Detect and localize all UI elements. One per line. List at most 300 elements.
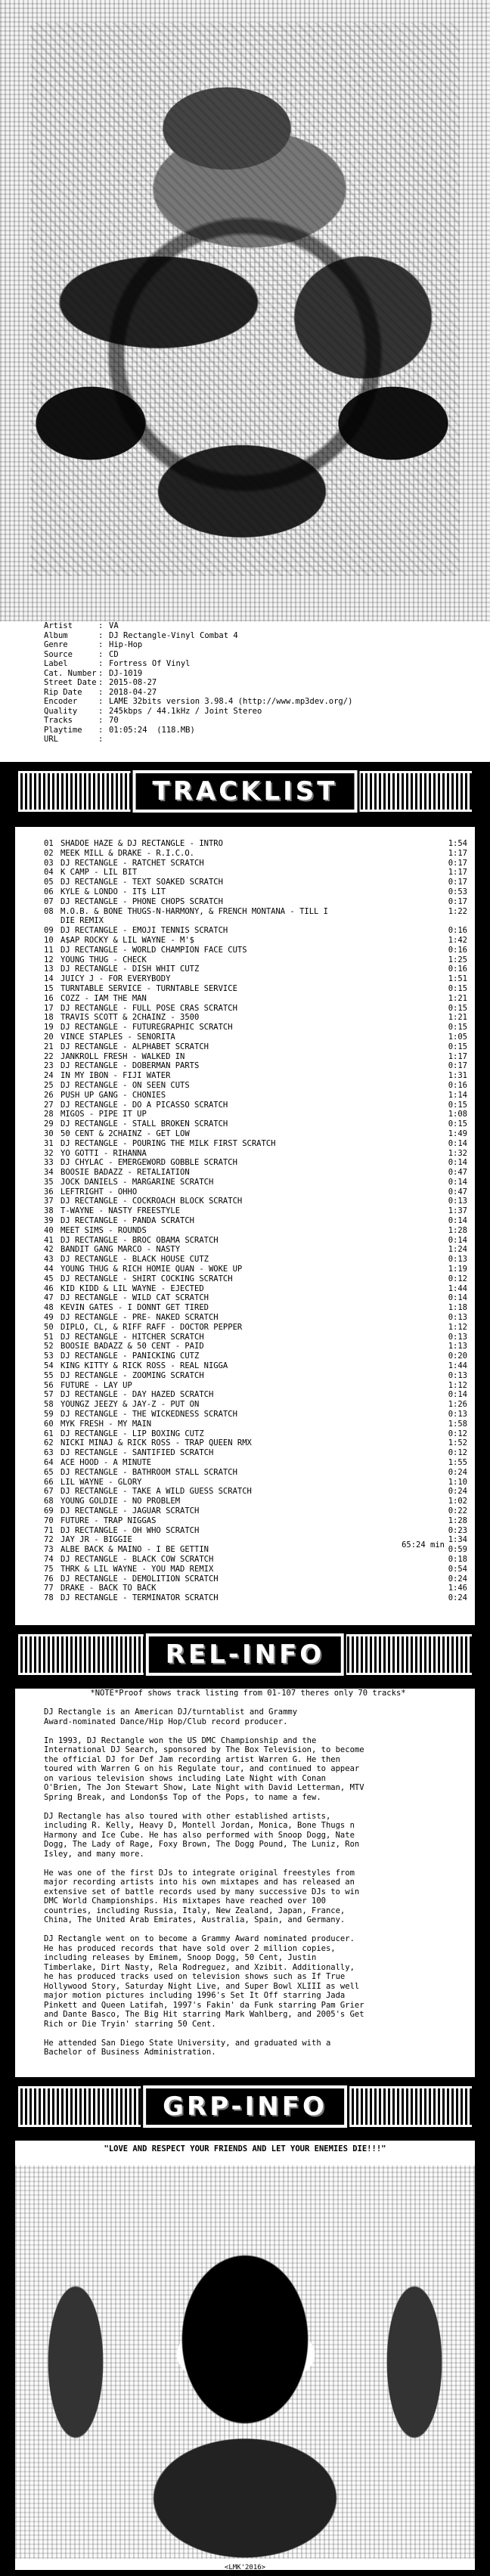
track-number: 06 bbox=[44, 887, 54, 896]
track-title: JANKROLL FRESH - WALKED IN bbox=[60, 1051, 185, 1061]
track-row bbox=[44, 1206, 467, 1216]
track-duration: 0:13 bbox=[448, 1370, 467, 1380]
relinfo-text bbox=[44, 1689, 452, 2067]
release-field-key: Album bbox=[44, 630, 68, 640]
track-duration: 0:14 bbox=[448, 1158, 467, 1168]
track-title: DJ RECTANGLE - OH WHO SCRATCH bbox=[60, 1525, 200, 1535]
track-duration: 0:53 bbox=[448, 887, 467, 896]
track-duration: 1:32 bbox=[448, 1148, 467, 1158]
track-title: DJ RECTANGLE - POURING THE MILK FIRST SCRATCH bbox=[60, 1138, 276, 1148]
track-title: SHADOE HAZE & DJ RECTANGLE - INTRO bbox=[60, 839, 223, 848]
track-duration: 1:19 bbox=[448, 1265, 467, 1274]
track-row bbox=[44, 1429, 467, 1439]
track-number: 16 bbox=[44, 993, 54, 1003]
track-number: 45 bbox=[44, 1274, 54, 1283]
track-duration: 0:13 bbox=[448, 1332, 467, 1342]
track-row bbox=[44, 897, 467, 907]
track-title: YOUNG THUG - CHECK bbox=[60, 955, 147, 964]
track-number: 49 bbox=[44, 1313, 54, 1323]
release-field-value: 2018-04-27 bbox=[109, 687, 157, 697]
track-title: DJ RECTANGLE - DOBERMAN PARTS bbox=[60, 1061, 200, 1071]
relinfo-paragraph: DJ Rectangle has also toured with other established artists, including R. Kelly, Heavy D, Montell Jordan, Monica, Bone Thugs n Harmony and Ice Cube. He has also performed with Snoop Dogg, Nate Dogg, The Lady of Rage, Foxy Brown, The Dogg Pound, The Luniz, Ron Isley, and many more. bbox=[44, 1811, 360, 1859]
release-field-value: Hip-Hop bbox=[109, 640, 143, 649]
track-number: 26 bbox=[44, 1090, 54, 1100]
track-row bbox=[44, 1410, 467, 1420]
track-number: 60 bbox=[44, 1419, 54, 1429]
track-number: 64 bbox=[44, 1458, 54, 1467]
release-field bbox=[44, 735, 467, 745]
track-title: DJ RECTANGLE - EMOJI TENNIS SCRATCH bbox=[60, 926, 228, 936]
track-title: MEEK MILL & DRAKE - R.I.C.O. bbox=[60, 848, 195, 858]
track-number: 75 bbox=[44, 1564, 54, 1574]
track-duration: 0:13 bbox=[448, 1197, 467, 1206]
track-number: 31 bbox=[44, 1138, 54, 1148]
track-title: DJ RECTANGLE - TERMINATOR SCRATCH bbox=[60, 1593, 219, 1603]
release-field-value: 245kbps / 44.1kHz / Joint Stereo bbox=[109, 706, 262, 716]
track-row bbox=[44, 1574, 467, 1584]
track-duration: 1:46 bbox=[448, 1584, 467, 1593]
track-number: 63 bbox=[44, 1448, 54, 1458]
track-row bbox=[44, 1400, 467, 1410]
track-duration: 1:21 bbox=[448, 1013, 467, 1023]
track-title: MYK FRESH - MY MAIN bbox=[60, 1419, 152, 1429]
track-duration: 1:12 bbox=[448, 1322, 467, 1332]
track-duration: 0:15 bbox=[448, 1119, 467, 1129]
track-row bbox=[44, 1565, 467, 1574]
track-number: 43 bbox=[44, 1255, 54, 1265]
track-title: DJ RECTANGLE - FULL POSE CRAS SCRATCH bbox=[60, 1003, 237, 1013]
track-duration: 1:08 bbox=[448, 1110, 467, 1119]
track-duration: 0:16 bbox=[448, 926, 467, 936]
track-title: TRAVIS SCOTT & 2CHAINZ - 3500 bbox=[60, 1013, 200, 1023]
track-row bbox=[44, 1593, 467, 1603]
track-duration: 1:28 bbox=[448, 1516, 467, 1525]
track-duration: 0:16 bbox=[448, 1080, 467, 1090]
eagle-skull-art bbox=[30, 23, 460, 576]
track-duration: 1:44 bbox=[448, 1283, 467, 1293]
track-number: 27 bbox=[44, 1100, 54, 1110]
track-row bbox=[44, 1265, 467, 1274]
track-duration: 1:02 bbox=[448, 1497, 467, 1506]
release-field-separator: : bbox=[98, 659, 104, 668]
track-title: FUTURE - LAY UP bbox=[60, 1380, 132, 1390]
track-number: 39 bbox=[44, 1216, 54, 1226]
track-duration: 1:25 bbox=[448, 955, 467, 964]
track-number: 23 bbox=[44, 1061, 54, 1071]
track-duration: 0:17 bbox=[448, 878, 467, 887]
track-row bbox=[44, 1333, 467, 1342]
track-row bbox=[44, 1139, 467, 1149]
track-duration: 1:28 bbox=[448, 1225, 467, 1235]
track-title: DJ RECTANGLE - LIP BOXING CUTZ bbox=[60, 1429, 204, 1438]
track-title: BOOSIE BADAZZ & 50 CENT - PAID bbox=[60, 1342, 204, 1351]
track-row bbox=[44, 1033, 467, 1042]
release-field-value: Fortress Of Vinyl bbox=[109, 659, 191, 668]
track-row bbox=[44, 1149, 467, 1159]
track-title: COZZ - IAM THE MAN bbox=[60, 993, 147, 1003]
track-duration: 1:24 bbox=[448, 1245, 467, 1255]
track-duration: 1:31 bbox=[448, 1071, 467, 1081]
track-duration: 0:13 bbox=[448, 1313, 467, 1323]
track-number: 14 bbox=[44, 974, 54, 984]
release-field-key: Artist bbox=[44, 621, 73, 630]
release-field-value: VA bbox=[109, 621, 119, 630]
track-duration: 0:17 bbox=[448, 858, 467, 868]
track-duration: 1:58 bbox=[448, 1419, 467, 1429]
track-number: 66 bbox=[44, 1477, 54, 1487]
track-row bbox=[44, 1129, 467, 1139]
track-title: LEFTRIGHT - OHHO bbox=[60, 1187, 138, 1197]
track-duration: 0:17 bbox=[448, 896, 467, 906]
track-row bbox=[44, 887, 467, 897]
track-number: 35 bbox=[44, 1177, 54, 1187]
track-number: 69 bbox=[44, 1506, 54, 1516]
track-number: 04 bbox=[44, 868, 54, 878]
release-info bbox=[44, 621, 467, 745]
track-title: KID KIDD & LIL WAYNE - EJECTED bbox=[60, 1283, 204, 1293]
track-number: 34 bbox=[44, 1168, 54, 1178]
track-title: K CAMP - LIL BIT bbox=[60, 868, 138, 878]
track-row bbox=[44, 1101, 467, 1110]
track-duration: 1:10 bbox=[448, 1477, 467, 1487]
track-duration: 0:14 bbox=[448, 1216, 467, 1226]
release-field bbox=[44, 631, 467, 641]
track-row bbox=[44, 1013, 467, 1023]
track-title: DRAKE - BACK TO BACK bbox=[60, 1584, 157, 1593]
track-duration: 0:20 bbox=[448, 1351, 467, 1361]
track-row bbox=[44, 1187, 467, 1197]
release-field-value: CD bbox=[109, 649, 119, 659]
track-number: 38 bbox=[44, 1206, 54, 1216]
release-field-separator: : bbox=[98, 621, 104, 630]
track-title: DJ RECTANGLE - WILD CAT SCRATCH bbox=[60, 1293, 209, 1303]
track-number: 25 bbox=[44, 1080, 54, 1090]
track-number: 71 bbox=[44, 1525, 54, 1535]
track-number: 74 bbox=[44, 1554, 54, 1564]
track-row bbox=[44, 946, 467, 955]
track-row bbox=[44, 994, 467, 1004]
track-row bbox=[44, 1071, 467, 1081]
track-number: 55 bbox=[44, 1370, 54, 1380]
track-row bbox=[44, 839, 467, 849]
track-duration: 1:54 bbox=[448, 839, 467, 848]
release-field-separator: : bbox=[98, 678, 104, 687]
track-duration: 1:51 bbox=[448, 974, 467, 984]
track-duration: 1:14 bbox=[448, 1090, 467, 1100]
track-number: 21 bbox=[44, 1042, 54, 1051]
track-number: 32 bbox=[44, 1148, 54, 1158]
track-title: A$AP ROCKY & LIL WAYNE - M'$ bbox=[60, 935, 195, 945]
track-row bbox=[44, 1178, 467, 1187]
track-row bbox=[44, 1458, 467, 1468]
track-row bbox=[44, 1468, 467, 1478]
track-title: THRK & LIL WAYNE - YOU MAD REMIX bbox=[60, 1564, 214, 1574]
track-number: 51 bbox=[44, 1332, 54, 1342]
track-duration: 0:47 bbox=[448, 1168, 467, 1178]
track-duration: 0:15 bbox=[448, 1042, 467, 1051]
track-duration: 0:59 bbox=[448, 1545, 467, 1555]
track-row bbox=[44, 1052, 467, 1062]
release-field-separator: : bbox=[98, 725, 104, 735]
release-field bbox=[44, 650, 467, 660]
track-title: DJ RECTANGLE - WORLD CHAMPION FACE CUTS bbox=[60, 945, 247, 955]
track-title: BOOSIE BADAZZ - RETALIATION bbox=[60, 1168, 190, 1178]
track-row bbox=[44, 1584, 467, 1593]
track-duration: 0:14 bbox=[448, 1293, 467, 1303]
track-duration: 0:15 bbox=[448, 1100, 467, 1110]
release-field bbox=[44, 669, 467, 679]
relinfo-paragraph: DJ Rectangle is an American DJ/turntablist and Grammy Award-nominated Dance/Hip Hop/Club record producer. bbox=[44, 1708, 298, 1726]
track-duration: 1:22 bbox=[448, 906, 467, 916]
track-number: 28 bbox=[44, 1110, 54, 1119]
track-number: 18 bbox=[44, 1013, 54, 1023]
track-row bbox=[44, 1091, 467, 1101]
track-duration: 0:14 bbox=[448, 1235, 467, 1245]
track-duration: 0:13 bbox=[448, 1410, 467, 1420]
relinfo-title: REL-INFO bbox=[146, 1633, 344, 1676]
track-title: DJ RECTANGLE - TEXT SOAKED SCRATCH bbox=[60, 878, 223, 887]
track-number: 78 bbox=[44, 1593, 54, 1603]
track-duration: 1:49 bbox=[448, 1129, 467, 1138]
track-duration: 0:24 bbox=[448, 1574, 467, 1584]
track-duration: 0:15 bbox=[448, 1003, 467, 1013]
track-row bbox=[44, 1197, 467, 1206]
relinfo-banner bbox=[0, 1625, 490, 1684]
track-number: 12 bbox=[44, 955, 54, 964]
release-field bbox=[44, 640, 467, 650]
track-duration: 0:12 bbox=[448, 1448, 467, 1458]
track-row bbox=[44, 1226, 467, 1236]
grpinfo-title: GRP-INFO bbox=[143, 2085, 347, 2128]
track-number: 72 bbox=[44, 1535, 54, 1545]
release-field bbox=[44, 678, 467, 688]
track-row bbox=[44, 1255, 467, 1265]
track-title: YOUNG THUG & RICH HOMIE QUAN - WOKE UP bbox=[60, 1265, 243, 1274]
track-row bbox=[44, 1351, 467, 1361]
track-title: BANDIT GANG MARCO - NASTY bbox=[60, 1245, 181, 1255]
release-field-value: DJ Rectangle-Vinyl Combat 4 bbox=[109, 630, 238, 640]
release-field-key: Quality bbox=[44, 706, 78, 716]
track-number: 13 bbox=[44, 964, 54, 974]
track-duration: 1:17 bbox=[448, 848, 467, 858]
track-title: PUSH UP GANG - CHONIES bbox=[60, 1090, 166, 1100]
track-title: FUTURE - TRAP NIGGAS bbox=[60, 1516, 157, 1525]
track-row bbox=[44, 1487, 467, 1497]
track-number: 54 bbox=[44, 1361, 54, 1371]
track-title: VINCE STAPLES - SENORITA bbox=[60, 1032, 175, 1042]
track-row bbox=[44, 1284, 467, 1294]
track-title: DJ RECTANGLE - BLACK COW SCRATCH bbox=[60, 1554, 214, 1564]
track-number: 53 bbox=[44, 1351, 54, 1361]
track-title: DJ RECTANGLE - DEMOLITION SCRATCH bbox=[60, 1574, 219, 1584]
track-row bbox=[44, 1420, 467, 1429]
track-title: T-WAYNE - NASTY FREESTYLE bbox=[60, 1206, 181, 1216]
track-duration: 1:44 bbox=[448, 1361, 467, 1371]
track-title: KEVIN GATES - I DONNT GET TIRED bbox=[60, 1303, 209, 1313]
release-field-separator: : bbox=[98, 649, 104, 659]
track-duration: 0:17 bbox=[448, 1061, 467, 1071]
release-field-key: Playtime bbox=[44, 725, 82, 735]
track-row bbox=[44, 1371, 467, 1381]
track-number: 05 bbox=[44, 878, 54, 887]
release-field-key: Genre bbox=[44, 640, 68, 649]
track-row bbox=[44, 859, 467, 868]
track-title: DJ RECTANGLE - BATHROOM STALL SCRATCH bbox=[60, 1467, 237, 1477]
release-field-key: URL bbox=[44, 735, 58, 744]
track-row bbox=[44, 926, 467, 936]
release-field-key: Source bbox=[44, 649, 73, 659]
track-duration: 0:15 bbox=[448, 1023, 467, 1033]
release-field-key: Tracks bbox=[44, 716, 73, 725]
track-number: 57 bbox=[44, 1390, 54, 1400]
track-number: 20 bbox=[44, 1032, 54, 1042]
track-row bbox=[44, 1023, 467, 1033]
track-title: MIGOS - PIPE IT UP bbox=[60, 1110, 147, 1119]
release-field-separator: : bbox=[98, 716, 104, 725]
track-title: YO GOTTI - RIHANNA bbox=[60, 1148, 147, 1158]
track-duration: 0:14 bbox=[448, 1390, 467, 1400]
track-number: 47 bbox=[44, 1293, 54, 1303]
track-duration: 0:24 bbox=[448, 1487, 467, 1497]
track-number: 29 bbox=[44, 1119, 54, 1129]
track-duration: 1:42 bbox=[448, 935, 467, 945]
track-duration: 0:12 bbox=[448, 1429, 467, 1438]
track-title: DJ RECTANGLE - RATCHET SCRATCH bbox=[60, 858, 204, 868]
track-row bbox=[44, 1438, 467, 1448]
track-title: JUICY J - FOR EVERYBODY bbox=[60, 974, 171, 984]
track-title: DJ RECTANGLE - PHONE CHOPS SCRATCH bbox=[60, 896, 223, 906]
track-duration: 0:47 bbox=[448, 1187, 467, 1197]
track-number: 40 bbox=[44, 1225, 54, 1235]
track-duration: 1:18 bbox=[448, 1303, 467, 1313]
track-duration: 1:05 bbox=[448, 1032, 467, 1042]
release-field-separator: : bbox=[98, 630, 104, 640]
track-title: NICKI MINAJ & RICK ROSS - TRAP QUEEN RMX bbox=[60, 1438, 252, 1448]
release-field-separator: : bbox=[98, 735, 104, 744]
track-number: 15 bbox=[44, 983, 54, 993]
track-row bbox=[44, 1526, 467, 1536]
track-title: DJ RECTANGLE - TAKE A WILD GUESS SCRATCH bbox=[60, 1487, 252, 1497]
track-duration: 1:34 bbox=[448, 1535, 467, 1545]
track-row bbox=[44, 1448, 467, 1458]
track-number: 22 bbox=[44, 1051, 54, 1061]
track-row bbox=[44, 1158, 467, 1168]
track-number: 24 bbox=[44, 1071, 54, 1081]
track-title: IN MY IBON - FIJI WATER bbox=[60, 1071, 171, 1081]
track-duration: 0:23 bbox=[448, 1525, 467, 1535]
track-duration: 1:37 bbox=[448, 1206, 467, 1216]
track-duration: 0:24 bbox=[448, 1593, 467, 1603]
relinfo-paragraph: He attended San Diego State University, and graduated with a Bachelor of Business Administration. bbox=[44, 2038, 331, 2057]
track-title: KYLE & LONDO - IT$ LIT bbox=[60, 887, 166, 896]
relinfo-paragraph: He was one of the first DJs to integrate original freestyles from major recording artists into his own mixtapes and has released an extensive set of battle records used by many successive DJs to win DMC World Championships. His mixtapes have reached over 100 countries, including Russia, Italy, New Zealand, Japan, France, China, The United Arab Emirates, Australia, Spain, and Germany. bbox=[44, 1868, 360, 1924]
track-row bbox=[44, 1303, 467, 1313]
track-duration: 0:14 bbox=[448, 1177, 467, 1187]
track-title: 50 CENT & 2CHAINZ - GET LOW bbox=[60, 1129, 190, 1138]
track-number: 30 bbox=[44, 1129, 54, 1138]
track-title: DJ RECTANGLE - ALPHABET SCRATCH bbox=[60, 1042, 209, 1051]
track-row bbox=[44, 1516, 467, 1526]
track-row bbox=[44, 1245, 467, 1255]
track-row bbox=[44, 1381, 467, 1391]
relinfo-paragraph: DJ Rectangle went on to become a Grammy Award nominated producer. He has produced records that have sold over 2 million copies, including releases by Eminem, Snoop Dogg, 50 Cent, Justin Timberlake, Dirt Nasty, Rela Rodreguez, and Xzibit. Additionally, he has produced tracks used on television shows such as If True Hollywood Story, Saturday Night Live, and Super Bowl XLIII as well major motion pictures including 1996's Set It Off starring Jada Pinkett and Queen Latifah, 1997's Fakin' da Funk starring Pam Grier and Dante Basco, The Big Hit starring Mark Wahlberg, and 2005's Get Rich or Die Tryin' starring 50 Cent. bbox=[44, 1934, 364, 2029]
release-field-value: LAME 32bits version 3.98.4 (http://www.mp3dev.org/) bbox=[109, 697, 353, 706]
track-duration: 1:13 bbox=[448, 1342, 467, 1351]
track-number: 65 bbox=[44, 1467, 54, 1477]
track-number: 37 bbox=[44, 1197, 54, 1206]
tracklist bbox=[44, 839, 467, 1603]
release-field-key: Cat. Number bbox=[44, 668, 97, 678]
track-row bbox=[44, 1293, 467, 1303]
release-field-separator: : bbox=[98, 687, 104, 697]
track-row bbox=[44, 1497, 467, 1506]
track-duration: 0:22 bbox=[448, 1506, 467, 1516]
track-number: 52 bbox=[44, 1342, 54, 1351]
track-row bbox=[44, 849, 467, 859]
track-row bbox=[44, 1216, 467, 1226]
track-row bbox=[44, 936, 467, 946]
track-duration: 1:17 bbox=[448, 1051, 467, 1061]
track-row bbox=[44, 1004, 467, 1014]
track-number: 07 bbox=[44, 896, 54, 906]
track-title: DJ RECTANGLE - ON SEEN CUTS bbox=[60, 1080, 190, 1090]
release-field bbox=[44, 688, 467, 698]
header-ascii-art bbox=[0, 0, 490, 621]
release-field-value: 2015-08-27 bbox=[109, 678, 157, 687]
release-field-key: Label bbox=[44, 659, 68, 668]
release-field-key: Rip Date bbox=[44, 687, 82, 697]
track-title: DIE REMIX bbox=[60, 916, 104, 926]
track-number: 41 bbox=[44, 1235, 54, 1245]
track-title: MEET SIMS - ROUNDS bbox=[60, 1225, 147, 1235]
release-field-key: Encoder bbox=[44, 697, 78, 706]
track-number: 36 bbox=[44, 1187, 54, 1197]
release-field-separator: : bbox=[98, 706, 104, 716]
track-number: 67 bbox=[44, 1487, 54, 1497]
track-title: DJ RECTANGLE - BROC OBAMA SCRATCH bbox=[60, 1235, 219, 1245]
track-title: DJ RECTANGLE - JAGUAR SCRATCH bbox=[60, 1506, 200, 1516]
grpinfo-banner bbox=[0, 2077, 490, 2136]
track-row bbox=[44, 878, 467, 887]
track-duration: 0:16 bbox=[448, 945, 467, 955]
track-title: ACE HOOD - A MINUTE bbox=[60, 1458, 152, 1467]
track-row bbox=[44, 955, 467, 965]
track-number: 33 bbox=[44, 1158, 54, 1168]
track-number: 48 bbox=[44, 1303, 54, 1313]
release-field bbox=[44, 659, 467, 669]
track-title: DJ RECTANGLE - ZOOMING SCRATCH bbox=[60, 1370, 204, 1380]
track-row bbox=[44, 1390, 467, 1400]
track-duration: 1:55 bbox=[448, 1458, 467, 1467]
track-duration: 1:21 bbox=[448, 993, 467, 1003]
track-title: DJ RECTANGLE - STALL BROKEN SCRATCH bbox=[60, 1119, 228, 1129]
total-playtime: 65:24 min bbox=[402, 1540, 445, 1550]
track-number: 68 bbox=[44, 1497, 54, 1506]
track-duration: 0:18 bbox=[448, 1554, 467, 1564]
track-title: DIPLO, CL, & RIFF RAFF - DOCTOR PEPPER bbox=[60, 1322, 243, 1332]
track-title: KING KITTY & RICK ROSS - REAL NIGGA bbox=[60, 1361, 228, 1371]
release-field-value: DJ-1019 bbox=[109, 668, 143, 678]
track-number: 08 bbox=[44, 906, 54, 916]
track-duration: 0:54 bbox=[448, 1564, 467, 1574]
track-row bbox=[44, 1061, 467, 1071]
track-number: 62 bbox=[44, 1438, 54, 1448]
release-field-value: 70 bbox=[109, 716, 119, 725]
track-title: ALBE BACK & MAINO - I BE GETTIN bbox=[60, 1545, 209, 1555]
track-row bbox=[44, 916, 467, 926]
track-number: 10 bbox=[44, 935, 54, 945]
track-title: DJ RECTANGLE - PRE- NAKED SCRATCH bbox=[60, 1313, 219, 1323]
